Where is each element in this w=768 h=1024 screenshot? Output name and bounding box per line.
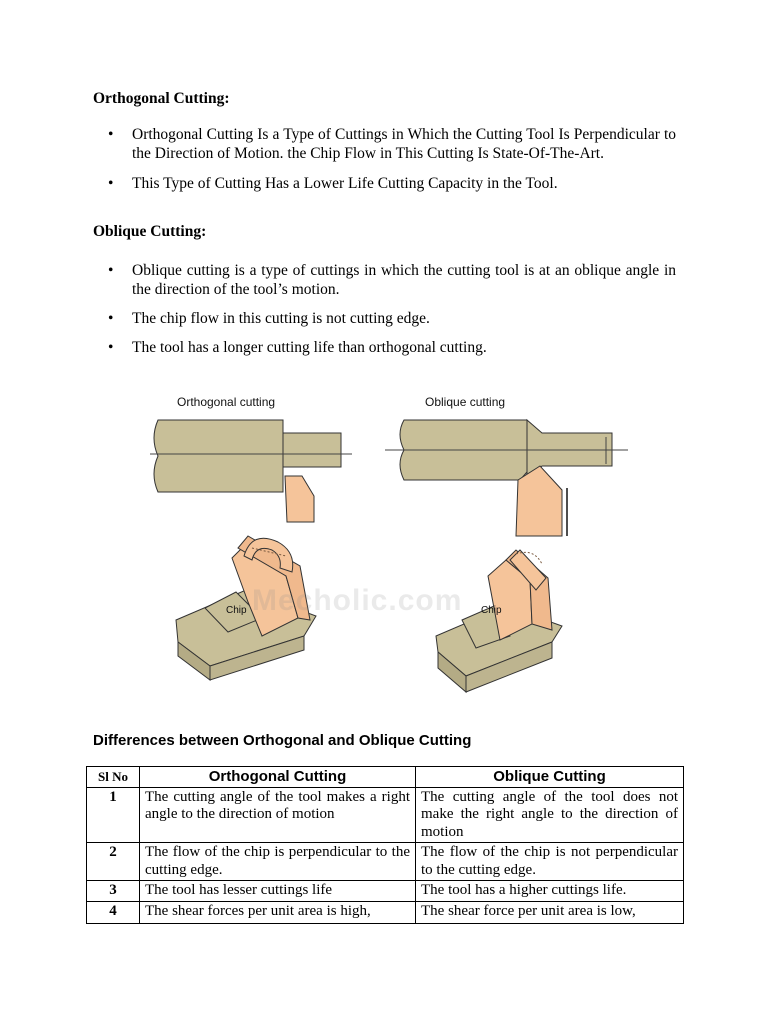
oblique-cell: The tool has a higher cuttings life. — [416, 881, 684, 902]
watermark-text: Mecholic.com — [252, 584, 463, 617]
orthogonal-bullet-list — [108, 125, 676, 193]
orthogonal-chip-label: Chip — [226, 605, 247, 616]
cutting-figure — [0, 380, 768, 700]
oblique-cell: The cutting angle of the tool does not make the right angle to the direction of motion — [416, 787, 684, 843]
oblique-bullet-list — [108, 261, 676, 357]
oblique-bullet-3: • The tool has a longer cutting life than orthogonal cutting. — [108, 338, 676, 357]
orthogonal-figure-title: Orthogonal cutting — [177, 395, 276, 409]
row-number: 3 — [87, 881, 140, 902]
oblique-bullet-2: • The chip flow in this cutting is not cutting edge. — [108, 309, 676, 328]
orthogonal-cell-text: The shear forces per unit area is high, — [145, 902, 371, 919]
table-row — [87, 843, 684, 881]
row-number: 1 — [87, 787, 140, 843]
row-number: 4 — [87, 901, 140, 923]
oblique-heading: Oblique Cutting: — [93, 223, 207, 240]
differences-heading: Differences between Orthogonal and Oblique Cutting — [93, 732, 472, 749]
oblique-workpiece — [385, 420, 628, 480]
oblique-figure-title: Oblique cutting — [425, 395, 506, 409]
orthogonal-cell: The cutting angle of the tool makes a right angle to the direction of motion — [140, 787, 416, 843]
column-header-orthogonal: Orthogonal Cutting — [140, 767, 416, 788]
orthogonal-cell — [140, 901, 416, 923]
oblique-cell — [416, 901, 684, 923]
table-row — [87, 901, 684, 923]
orthogonal-heading: Orthogonal Cutting: — [93, 90, 230, 107]
cutting-diagram — [0, 380, 768, 700]
orthogonal-cell: The flow of the chip is perpendicular to the cutting edge. — [140, 843, 416, 881]
orthogonal-bullet-2: • This Type of Cutting Has a Lower Life Cutting Capacity in the Tool. — [108, 174, 676, 193]
oblique-cell: The flow of the chip is not perpendicular to the cutting edge. — [416, 843, 684, 881]
orthogonal-tool — [285, 476, 314, 522]
oblique-tool — [516, 466, 567, 536]
table-header-row — [87, 767, 684, 788]
column-header-sl-no: Sl No — [87, 767, 140, 788]
oblique-bullet-1: • Oblique cutting is a type of cuttings in which the cutting tool is at an oblique angle in the direction of the tool’s motion. — [108, 261, 676, 299]
orthogonal-bullet-1: • Orthogonal Cutting Is a Type of Cuttings in Which the Cutting Tool Is Perpendicular to the Direction of Motion. the Chip Flow in This Cutting Is State-Of-The-Art. — [108, 125, 676, 163]
oblique-3d-block — [436, 550, 562, 692]
table-row — [87, 787, 684, 843]
oblique-chip-label: Chip — [481, 605, 502, 616]
table-row — [87, 881, 684, 902]
oblique-cell-text: The shear force per unit area is low, — [421, 902, 636, 919]
row-number: 2 — [87, 843, 140, 881]
differences-table — [86, 766, 684, 924]
orthogonal-workpiece — [150, 420, 352, 492]
column-header-oblique: Oblique Cutting — [416, 767, 684, 788]
orthogonal-cell: The tool has lesser cuttings life — [140, 881, 416, 902]
